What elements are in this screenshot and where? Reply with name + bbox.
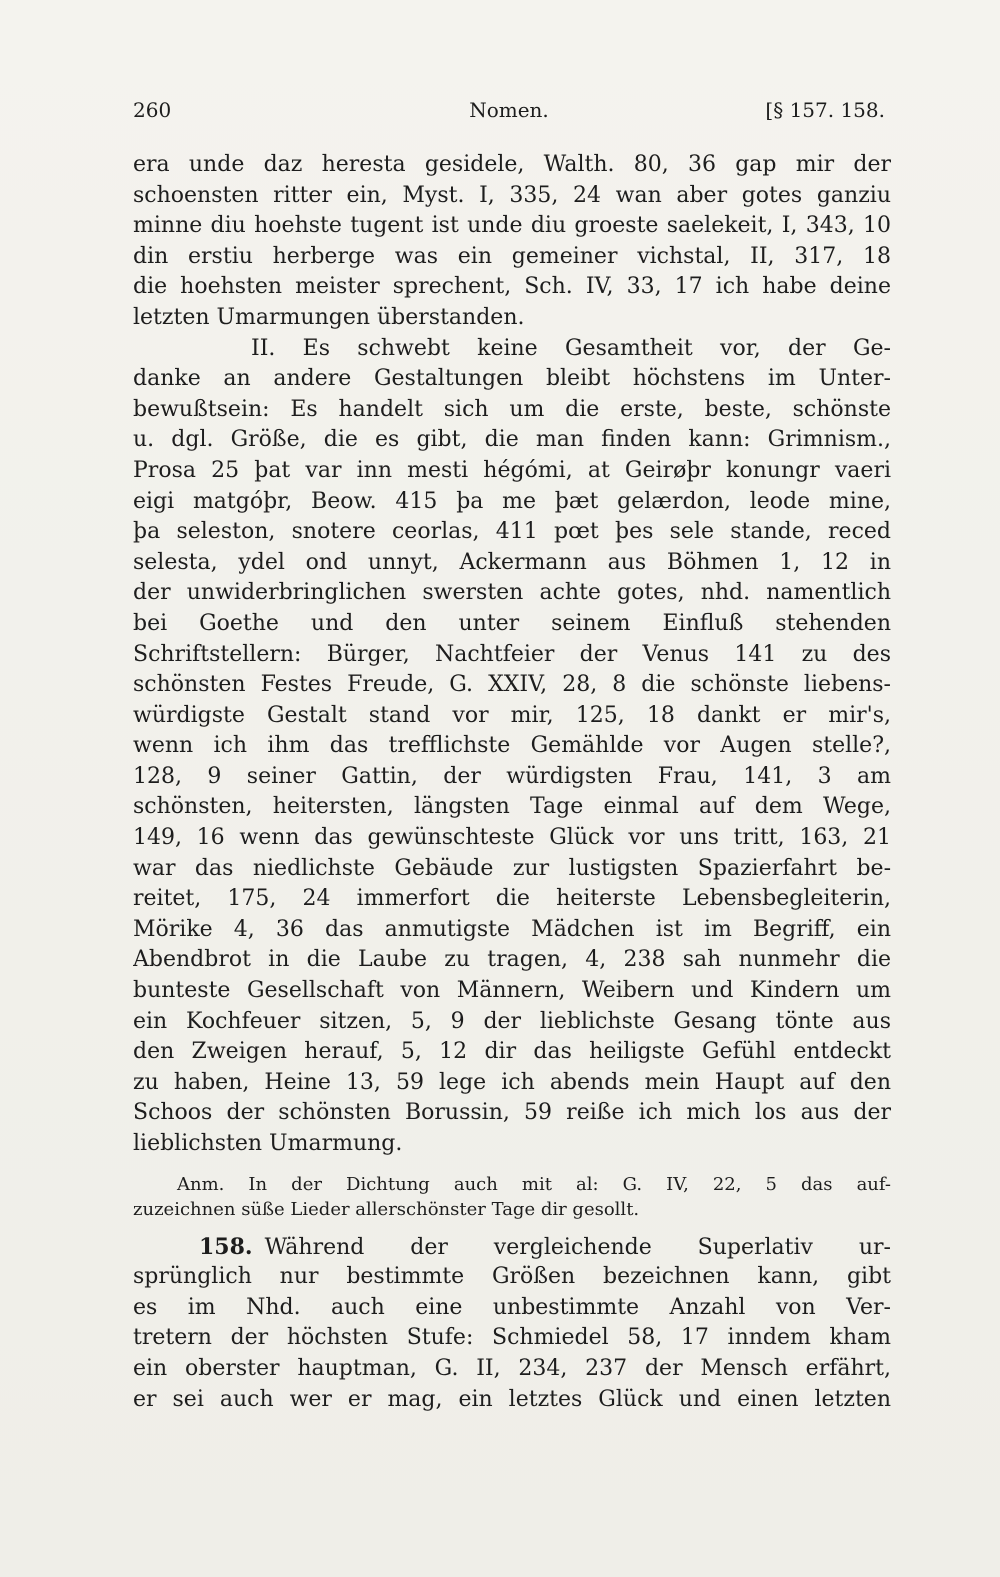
section-number: 158. <box>199 1233 253 1260</box>
text-line: es im Nhd. auch eine unbestimmte Anzahl von Ver- <box>133 1294 891 1320</box>
text-line: lieblichsten Umarmung. <box>133 1131 403 1156</box>
text-line: der unwiderbringlichen swersten achte gotes, nhd. namentlich <box>133 580 891 606</box>
text-line: würdigste Gestalt stand vor mir, 125, 18 dankt er mir's, <box>133 702 891 728</box>
text-line: Prosa 25 þat var inn mesti hégómi, at Geirøþr konungr vaeri <box>133 457 891 483</box>
text-line: zu haben, Heine 13, 59 lege ich abends mein Haupt auf den <box>133 1069 891 1095</box>
text-line: 149, 16 wenn das gewünschteste Glück vor uns tritt, 163, 21 <box>133 825 891 851</box>
text-line: bei Goethe und den unter seinem Einfluß stehenden <box>133 610 891 636</box>
section-reference: [§ 157. 158. <box>765 98 885 122</box>
text-line: ein oberster hauptman, G. II, 234, 237 der Mensch erfährt, <box>133 1355 891 1381</box>
text-line: minne diu hoehste tugent ist unde diu groeste saelekeit, I, 343, 10 <box>133 213 891 239</box>
text-line: II. Es schwebt keine Gesamtheit vor, der Ge- <box>251 335 891 361</box>
note-line: Anm. In der Dichtung auch mit al: G. IV, 22, 5 das auf- <box>177 1173 891 1195</box>
text-line: bewußtsein: Es handelt sich um die erste, beste, schönste <box>133 396 891 422</box>
annotation-note <box>133 1172 891 1222</box>
text-line: Mörike 4, 36 das anmutigste Mädchen ist im Begriff, ein <box>133 916 891 942</box>
text-line: schoensten ritter ein, Myst. I, 335, 24 wan aber gotes ganziu <box>133 182 891 208</box>
note-line: zuzeichnen süße Lieder allerschönster Tage dir gesollt. <box>133 1198 640 1220</box>
text-line: reitet, 175, 24 immerfort die heiterste Lebensbegleiterin, <box>133 886 891 912</box>
section-text: Während der vergleichende Superlativ ur- <box>264 1234 891 1260</box>
text-line: schönsten, heitersten, längsten Tage einmal auf dem Wege, <box>133 794 891 820</box>
paragraph-158 <box>133 1232 891 1416</box>
text-line: u. dgl. Größe, die es gibt, die man finden kann: Grimnism., <box>133 427 891 453</box>
running-title: Nomen. <box>469 98 549 122</box>
text-line: den Zweigen herauf, 5, 12 dir das heiligste Gefühl entdeckt <box>133 1039 891 1065</box>
text-line: era unde daz heresta gesidele, Walth. 80, 36 gap mir der <box>133 152 891 177</box>
text-line: din erstiu herberge was ein gemeiner vichstal, II, 317, 18 <box>133 243 891 269</box>
text-line: bunteste Gesellschaft von Männern, Weibern und Kindern um <box>133 978 891 1004</box>
text-line: Abendbrot in die Laube zu tragen, 4, 238 sah nunmehr die <box>133 947 891 973</box>
text-line: die hoehsten meister sprechent, Sch. IV, 33, 17 ich habe deine <box>133 274 891 300</box>
text-line: þa seleston, snotere ceorlas, 411 pœt þes sele stande, reced <box>133 519 891 545</box>
paragraph-157 <box>133 150 891 1160</box>
text-line: er sei auch wer er mag, ein letztes Glück und einen letzten <box>133 1386 891 1412</box>
page-number: 260 <box>133 98 172 122</box>
text-line: danke an andere Gestaltungen bleibt höchstens im Unter- <box>133 366 891 392</box>
text-line: tretern der höchsten Stufe: Schmiedel 58, 17 inndem kham <box>133 1325 891 1351</box>
text-line: 128, 9 seiner Gattin, der würdigsten Frau, 141, 3 am <box>133 763 891 789</box>
text-line: selesta, ydel ond unnyt, Ackermann aus Böhmen 1, 12 in <box>133 549 891 575</box>
text-line: schönsten Festes Freude, G. XXIV, 28, 8 die schönste liebens- <box>133 672 891 698</box>
text-line: wenn ich ihm das trefflichste Gemählde vor Augen stelle?, <box>133 733 891 759</box>
text-line: Schoos der schönsten Borussin, 59 reiße ich mich los aus der <box>133 1100 891 1126</box>
text-line: eigi matgóþr, Beow. 415 þa me þæt gelærdon, leode mine, <box>133 488 891 514</box>
text-line: letzten Umarmungen überstanden. <box>133 304 525 330</box>
text-line: ein Kochfeuer sitzen, 5, 9 der lieblichste Gesang tönte aus <box>133 1008 891 1034</box>
text-line: sprünglich nur bestimmte Größen bezeichnen kann, gibt <box>133 1264 891 1290</box>
text-line: Schriftstellern: Bürger, Nachtfeier der Venus 141 zu des <box>133 641 891 667</box>
text-line: war das niedlichste Gebäude zur lustigsten Spazierfahrt be- <box>133 855 891 881</box>
main-text <box>133 150 891 1415</box>
running-header <box>133 95 885 125</box>
text-line <box>133 1232 891 1263</box>
